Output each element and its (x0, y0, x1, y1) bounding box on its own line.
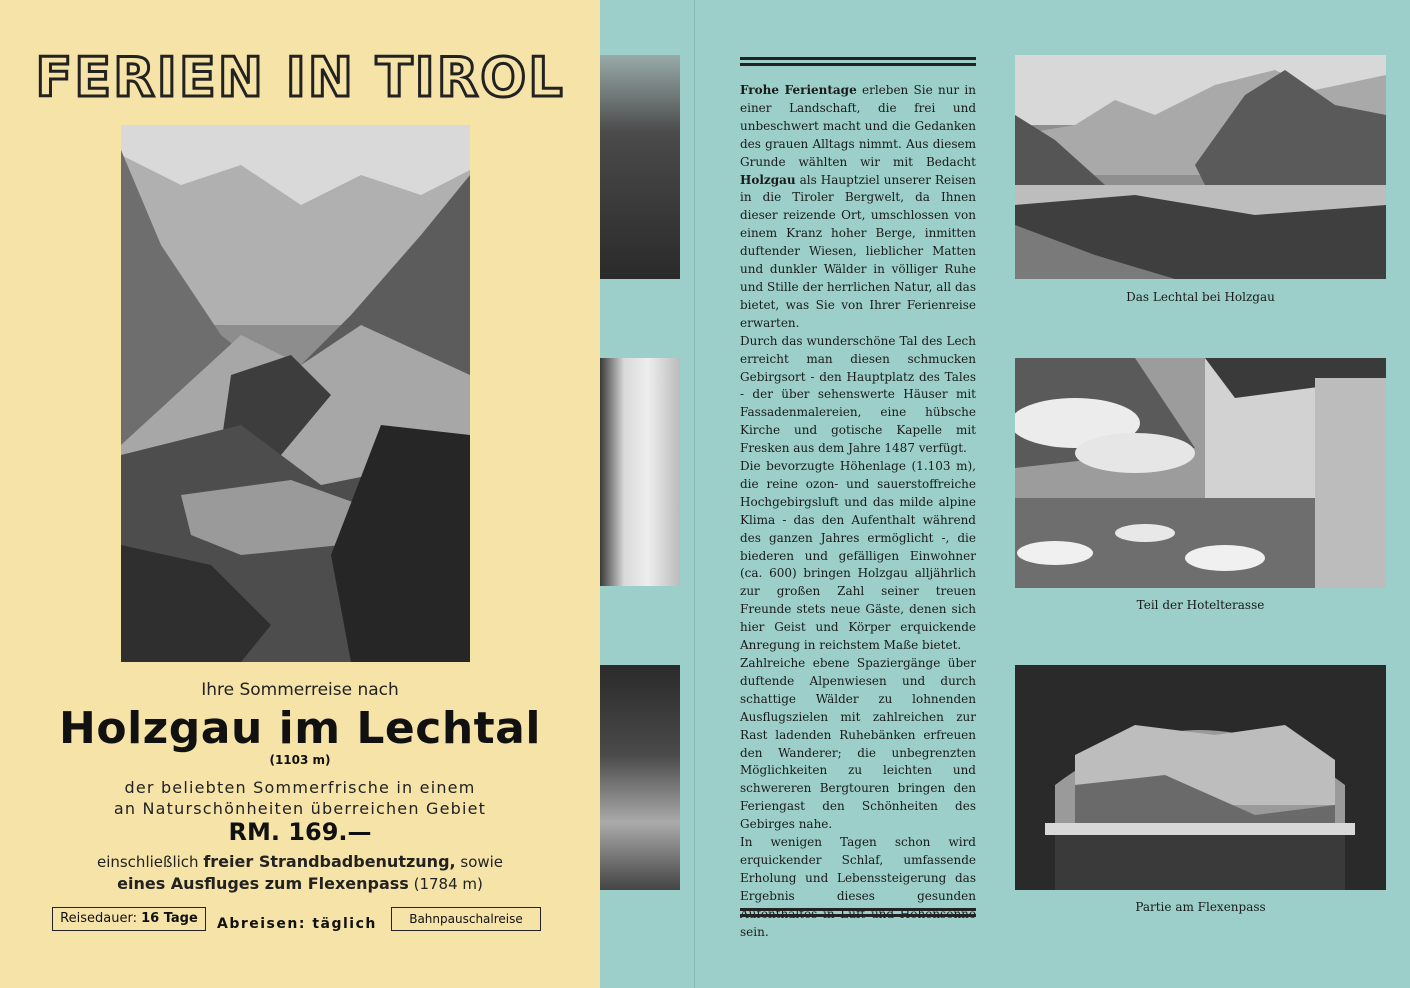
paragraph: Durch das wunderschöne Tal des Lech erreicht man diesen schmucken Gebirgsort - den Hauptplatz des Tales - der über sehenswerte Häuser mit Fassadenmalereien, eine hübsche Kirche und gotische Kapelle mit Fresken aus dem Jahre 1487 verfügt. (740, 333, 976, 456)
fold-strip-photo (600, 55, 680, 279)
inclusions (0, 851, 600, 895)
hotel-terrace-photo (1015, 358, 1386, 588)
paragraph: In wenigen Tagen schon wird erquickender Schlaf, umfassende Erholung und Lebenssteigerung das Ergebnis dieses gesunden Aufenthaltes in Luft und Höhensonne sein. (740, 835, 976, 939)
photo-caption: Das Lechtal bei Holzgau (1126, 290, 1275, 304)
para1-bold: Holzgau (740, 172, 796, 187)
body-text (740, 82, 976, 942)
paragraph: Zahlreiche ebene Spaziergänge über duftende Alpenwiesen und durch schattige Wälder zu lohnenden Ausflugszielen mit zahlreichen zur Rast ladenden Ruhebänken erfreuen den Wanderer; die unbegrenzten Möglichkeiten zu leichten und schwereren Bergtouren bringen den Feriengast den Schönheiten des Gebirges nahe. (740, 656, 976, 832)
fold-strip-photo (600, 665, 680, 890)
para1-b: als Hauptziel unserer Reisen in die Tiroler Bergwelt, da Ihnen dieser reizende Ort, umschlossen von einem Kranz hoher Berge, inmitten duftender Wiesen, lieblicher Matten und dunkler Wälder in völliger Ruhe und Stille der herrlichen Natur, all das bietet, was Sie von Ihrer Ferienreise erwarten. (740, 172, 976, 330)
fold-strip-photo (600, 358, 680, 586)
desc-line-2: an Naturschönheiten überreichen Gebiet (113, 799, 487, 818)
paragraph (740, 82, 976, 333)
lechtal-photo (1015, 55, 1386, 279)
duration-box (52, 907, 206, 931)
incl-post: sowie (460, 853, 504, 871)
bottom-double-rule (740, 908, 976, 917)
flexenpass-photo (1015, 665, 1386, 890)
subtitle: Ihre Sommerreise nach (201, 680, 399, 700)
ticket-type-box: Bahnpauschalreise (391, 907, 541, 931)
photo-caption: Partie am Flexenpass (1135, 900, 1266, 914)
valley-photo (121, 125, 470, 662)
departure-info: Abreisen: täglich (217, 916, 377, 932)
cover-panel (0, 0, 600, 988)
incl-beach: freier Strandbadbenutzung, (203, 852, 456, 871)
intro-bold: Frohe Ferientage (740, 83, 857, 97)
paragraph: Die bevorzugte Höhenlage (1.103 m), die reine ozon- und sauerstoffreiche Hochgebirgsluft und das milde alpine Klima - das den Aufenthalt während des ganzen Jahres ermöglicht -, die biederen und gefälligen Einwohner (ca. 600) bringen Holzgau alljährlich zur großen Zahl seiner treuen Freunde stets neue Gäste, denen sich hier Geist und Körper erquickende Anregung in reichstem Maße bietet. (740, 459, 976, 653)
fold-line (694, 0, 695, 988)
inclusion-line-1 (0, 851, 600, 873)
price: RM. 169.— (228, 818, 372, 846)
incl-pre: einschließlich (96, 853, 199, 871)
destination-title: Holzgau im Lechtal (59, 703, 541, 754)
inclusion-line-2 (0, 873, 600, 895)
para1-a: erleben Sie nur in einer Landschaft, die frei und unbeschwert macht und die Gedanken des grauen Alltags nimmt. Aus diesem Grunde wählten wir mit Bedacht (740, 83, 976, 169)
incl-altitude: (1784 m) (413, 875, 483, 893)
desc-line-1: der beliebten Sommerfrische in einem (124, 778, 476, 797)
photo-caption: Teil der Hotelterasse (1136, 598, 1265, 612)
cover-title: FERIEN IN TIROL (35, 46, 565, 109)
incl-excursion: eines Ausfluges zum Flexenpass (117, 874, 409, 893)
duration-label: Reisedauer: (60, 911, 137, 926)
top-double-rule (740, 57, 976, 66)
altitude: (1103 m) (269, 753, 331, 767)
duration-value: 16 Tage (141, 911, 198, 926)
destination-description (0, 777, 600, 819)
